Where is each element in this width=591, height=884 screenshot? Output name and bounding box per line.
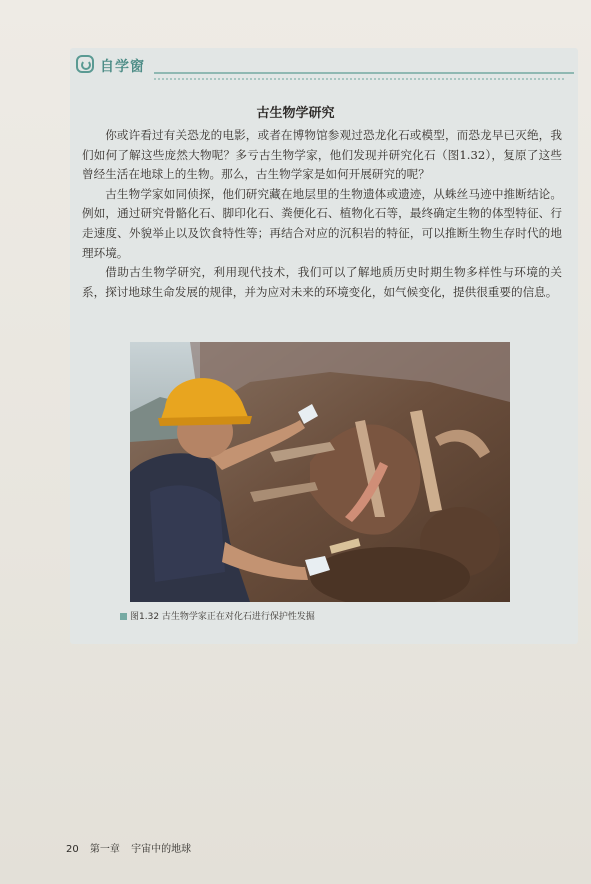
self-study-icon	[76, 55, 94, 73]
self-study-tab-label: 自学窗	[100, 59, 145, 75]
figure-caption	[120, 609, 315, 622]
box-dotted-rule	[154, 78, 564, 80]
body-text	[82, 126, 562, 302]
section-title: 古生物学研究	[256, 106, 335, 121]
caption-marker-icon	[120, 613, 127, 620]
chapter-title: 宇宙中的地球	[131, 844, 192, 855]
paragraph-1: 你或许看过有关恐龙的电影，或者在博物馆参观过恐龙化石或模型，而恐龙早已灭绝，我们如何了解这些庞然大物呢？多亏古生物学家，他们发现并研究化石（图1.32），复原了这些曾经生活在地球上的生物。那么，古生物学家是如何开展研究的呢？	[82, 128, 562, 182]
paleontologist-excavation-photo	[130, 342, 510, 602]
paragraph-3: 借助古生物学研究，利用现代技术，我们可以了解地质历史时期生物多样性与环境的关系，探讨地球生命发展的规律，并为应对未来的环境变化，如气候变化，提供很重要的信息。	[82, 265, 562, 299]
figure-caption-text: 图1.32 古生物学家正在对化石进行保护性发掘	[130, 612, 315, 622]
box-top-rule	[154, 72, 574, 74]
page-number: 20	[66, 844, 79, 855]
paragraph-2: 古生物学家如同侦探，他们研究藏在地层里的生物遗体或遗迹，从蛛丝马迹中推断结论。例如，通过研究骨骼化石、脚印化石、粪便化石、植物化石等，最终确定生物的体型特征、行走速度、外貌举止以及饮食特性等；再结合对应的沉积岩的特征，可以推断生物生存时代的地理环境。	[82, 186, 562, 260]
page-footer	[66, 840, 199, 855]
chapter-number: 第一章	[89, 844, 120, 855]
